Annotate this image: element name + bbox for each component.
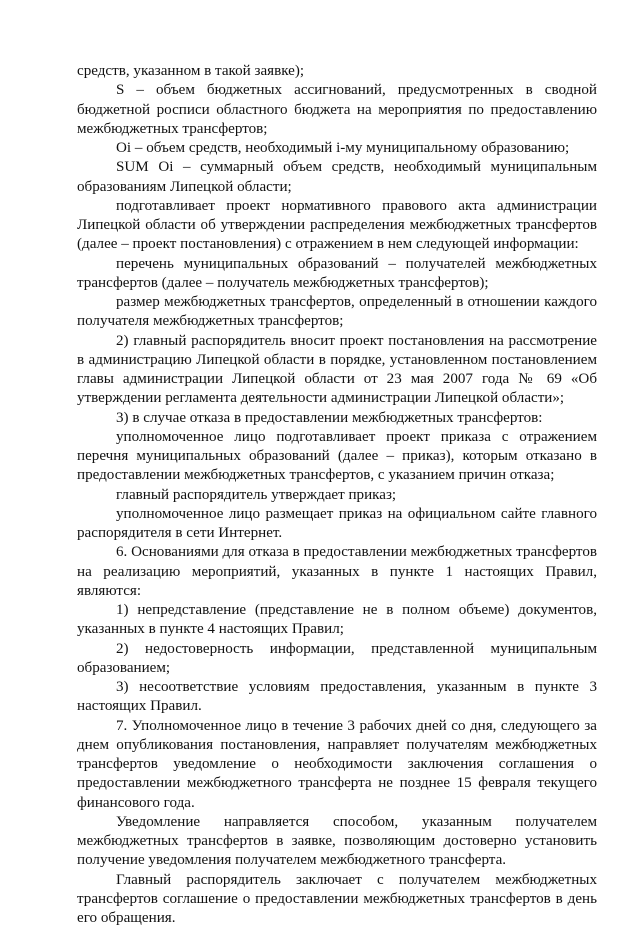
paragraph: Oi – объем средств, необходимый i-му муниципальному образованию; (77, 139, 597, 158)
paragraph: 6. Основаниями для отказа в предоставлении межбюджетных трансфертов на реализацию мероприятий, указанных в пункте 1 настоящих Правил, являются: (77, 543, 597, 601)
paragraph: размер межбюджетных трансфертов, определенный в отношении каждого получателя межбюджетных трансфертов; (77, 293, 597, 332)
paragraph: S – объем бюджетных ассигнований, предусмотренных в сводной бюджетной росписи областного бюджета на мероприятия по предоставлению межбюджетных трансфертов; (77, 81, 597, 139)
paragraph: 3) в случае отказа в предоставлении межбюджетных трансфертов: (77, 409, 597, 428)
paragraph: 2) недостоверность информации, представленной муниципальным образованием; (77, 640, 597, 679)
paragraph: 2) главный распорядитель вносит проект постановления на рассмотрение в администрацию Липецкой области в порядке, установленном постановлением главы администрации Липецкой области от 23 мая 2007 года № 69 «Об утверждении регламента деятельности администрации Липецкой области»; (77, 332, 597, 409)
paragraph: SUM Oi – суммарный объем средств, необходимый муниципальным образованиям Липецкой области; (77, 158, 597, 197)
paragraph: 7. Уполномоченное лицо в течение 3 рабочих дней со дня, следующего за днем опубликования постановления, направляет получателям межбюджетных трансфертов уведомление о необходимости заключения соглашения о предоставлении межбюджетного трансферта не позднее 15 февраля текущего финансового года. (77, 717, 597, 813)
paragraph: 3) несоответствие условиям предоставления, указанным в пункте 3 настоящих Правил. (77, 678, 597, 717)
paragraph: средств, указанном в такой заявке); (77, 62, 597, 81)
paragraph: 1) непредставление (представление не в полном объеме) документов, указанных в пункте 4 настоящих Правил; (77, 601, 597, 640)
paragraph: перечень муниципальных образований – получателей межбюджетных трансфертов (далее – получатель межбюджетных трансфертов); (77, 255, 597, 294)
document-body (77, 62, 597, 928)
paragraph: Уведомление направляется способом, указанным получателем межбюджетных трансфертов в заявке, позволяющим достоверно установить получение уведомления получателем межбюджетного трансферта. (77, 813, 597, 871)
paragraph: уполномоченное лицо подготавливает проект приказа с отражением перечня муниципальных образований (далее – приказ), которым отказано в предоставлении межбюджетных трансфертов, с указанием причин отказа; (77, 428, 597, 486)
paragraph: главный распорядитель утверждает приказ; (77, 486, 597, 505)
paragraph: уполномоченное лицо размещает приказ на официальном сайте главного распорядителя в сети Интернет. (77, 505, 597, 544)
paragraph: Главный распорядитель заключает с получателем межбюджетных трансфертов соглашение о предоставлении межбюджетных трансфертов в день его обращения. (77, 871, 597, 928)
paragraph: подготавливает проект нормативного правового акта администрации Липецкой области об утверждении распределения межбюджетных трансфертов (далее – проект постановления) с отражением в нем следующей информации: (77, 197, 597, 255)
